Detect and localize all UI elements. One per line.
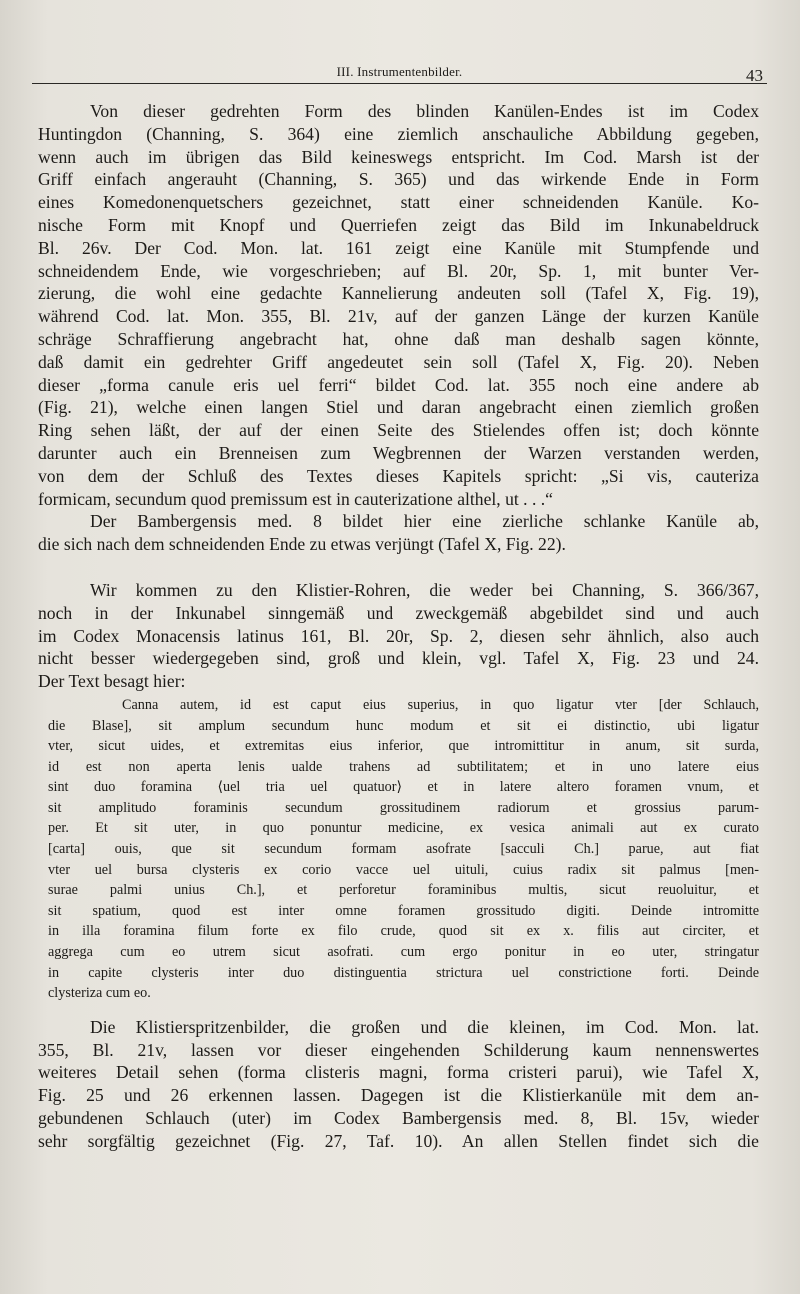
text-line: die sich nach dem schneidenden Ende zu etwas verjüngt (Tafel X, Fig. 22).	[38, 534, 566, 555]
quote-line: sit spatium, quod est inter omne foramen grossitudo digiti. Deinde intromitte	[48, 902, 759, 919]
quote-line: die Blase], sit amplum secundum hunc modum et sit ei distinctio, ubi ligatur	[48, 717, 759, 734]
paragraph-blunt-cannula	[38, 100, 759, 556]
text-line: schräge Schraffierung angebracht hat, ohne daß man deshalb sagen könnte,	[38, 328, 759, 349]
quote-line: vter, sicut uides, et extremitas eius inferior, que intromittitur in anum, sit surda,	[48, 738, 759, 755]
text-line: Griff einfach angerauht (Channing, S. 365) und das wirkende Ende in Form	[38, 169, 759, 190]
text-line: weiteres Detail sehen (forma clisteris magni, forma cristeri parui), wie Tafel X,	[38, 1062, 759, 1083]
text-line: Wir kommen zu den Klistier-Rohren, die weder bei Channing, S. 366/367,	[90, 579, 759, 600]
running-title: III. Instrumentenbilder.	[336, 64, 463, 79]
text-line: daß damit ein gedrehter Griff angedeutet sein soll (Tafel X, Fig. 20). Neben	[38, 351, 759, 372]
page-body	[38, 100, 759, 1153]
text-line: Die Klistierspritzenbilder, die großen und die kleinen, im Cod. Mon. lat.	[90, 1016, 759, 1037]
quote-line: id est non aperta lenis ualde trahens ad subtilitatem; et in uno latere eius	[48, 758, 759, 775]
quote-line: [carta] ouis, que sit secundum formam asofrate [sacculi Ch.] parue, aut fiat	[48, 841, 759, 858]
page-number: 43	[746, 66, 763, 85]
text-line: sehr sorgfältig gezeichnet (Fig. 27, Taf. 10). An allen Stellen findet sich die	[38, 1130, 759, 1151]
text-line: im Codex Monacensis latinus 161, Bl. 20r, Sp. 2, diesen sehr ähnlich, also auch	[38, 625, 759, 646]
text-line: Fig. 25 und 26 erkennen lassen. Dagegen ist die Klistierkanüle mit dem an-	[38, 1085, 759, 1106]
header-rule	[32, 83, 767, 84]
text-line: wenn auch im übrigen das Bild keineswegs entspricht. Im Cod. Marsh ist der	[38, 146, 759, 167]
text-line: eines Komedonenquetschers gezeichnet, statt einer schneidenden Kanüle. Ko-	[38, 192, 759, 213]
text-line: Der Text besagt hier:	[38, 671, 186, 692]
text-line: Von dieser gedrehten Form des blinden Kanülen-Endes ist im Codex	[90, 101, 759, 121]
text-line: noch in der Inkunabel sinngemäß und zweckgemäß abgebildet sind und auch	[38, 602, 759, 623]
text-line: Huntingdon (Channing, S. 364) eine ziemlich anschauliche Abbildung gegeben,	[38, 123, 759, 144]
text-line: gebundenen Schlauch (uter) im Codex Bambergensis med. 8, Bl. 15v, wieder	[38, 1108, 759, 1129]
page-header	[32, 58, 767, 88]
quote-line: sint duo foramina ⟨uel tria uel quatuor⟩ et in latere altero foramen vnum, et	[48, 779, 759, 796]
text-line: schneidendem Ende, wie vorgeschrieben; auf Bl. 20r, Sp. 1, mit bunter Ver-	[38, 260, 759, 281]
quote-line: in illa foramina filum forte ex filo crude, quod sit ex x. filis aut circiter, et	[48, 923, 759, 940]
quote-line: sit amplitudo foraminis secundum grossitudinem radiorum et grossius parum-	[48, 799, 759, 816]
text-line: darunter auch ein Brenneisen zum Wegbrennen der Warzen verstanden werden,	[38, 442, 759, 463]
text-line: zierung, die wohl eine gedachte Kannelierung andeuten soll (Tafel X, Fig. 19),	[38, 283, 759, 304]
quote-line: per. Et sit uter, in quo ponuntur medicine, ex vesica animali aut ex curato	[48, 820, 759, 837]
quote-line: aggrega cum eo utrem sicut asofrati. cum ergo ponitur in eo uter, stringatur	[48, 944, 759, 961]
text-line: Ring sehen läßt, der auf der einen Seite des Stielendes offen ist; doch könnte	[38, 420, 759, 441]
quote-line: vter uel bursa clysteris ex corio vacce uel uituli, cuius radix sit palmus [men-	[48, 861, 759, 878]
paragraph-clyster-syringes	[38, 1016, 759, 1153]
text-line: Der Bambergensis med. 8 bildet hier eine zierliche schlanke Kanüle ab,	[90, 511, 759, 532]
text-line: formicam, secundum quod premissum est in cauterizatione althel, ut . . .“	[38, 488, 553, 509]
text-line: von dem der Schluß des Textes dieses Kapitels spricht: „Si vis, cauteriza	[38, 465, 759, 486]
quote-line: clysteriza cum eo.	[48, 985, 151, 1002]
text-line: nische Form mit Knopf und Querriefen zeigt das Bild im Inkunabeldruck	[38, 214, 759, 235]
text-line: (Fig. 21), welche einen langen Stiel und daran angebracht einen ziemlich großen	[38, 397, 759, 418]
paragraph-clyster-tubes	[38, 579, 759, 693]
text-line: nicht besser wiedergegeben sind, groß und klein, vgl. Tafel X, Fig. 23 und 24.	[38, 648, 759, 669]
paragraph-gap	[38, 556, 759, 579]
quote-line: surae palmi unius Ch.], et perforetur foraminibus multis, sicut reuoluitur, et	[48, 882, 759, 899]
text-line: Bl. 26v. Der Cod. Mon. lat. 161 zeigt eine Kanüle mit Stumpfende und	[38, 237, 759, 258]
paragraph-gap	[38, 1004, 759, 1016]
text-line: 355, Bl. 21v, lassen vor dieser eingehenden Schilderung kaum nennenswertes	[38, 1039, 759, 1060]
quote-line: Canna autem, id est caput eius superius, in quo ligatur vter [der Schlauch,	[122, 696, 759, 713]
text-line: während Cod. lat. Mon. 355, Bl. 21v, auf der ganzen Länge der kurzen Kanüle	[38, 306, 759, 327]
quote-line: in capite clysteris inter duo distinguentia strictura uel constrictione forti. Deinde	[48, 964, 759, 981]
latin-quotation	[48, 695, 759, 1004]
text-line: dieser „forma canule eris uel ferri“ bildet Cod. lat. 355 noch eine andere ab	[38, 374, 759, 395]
